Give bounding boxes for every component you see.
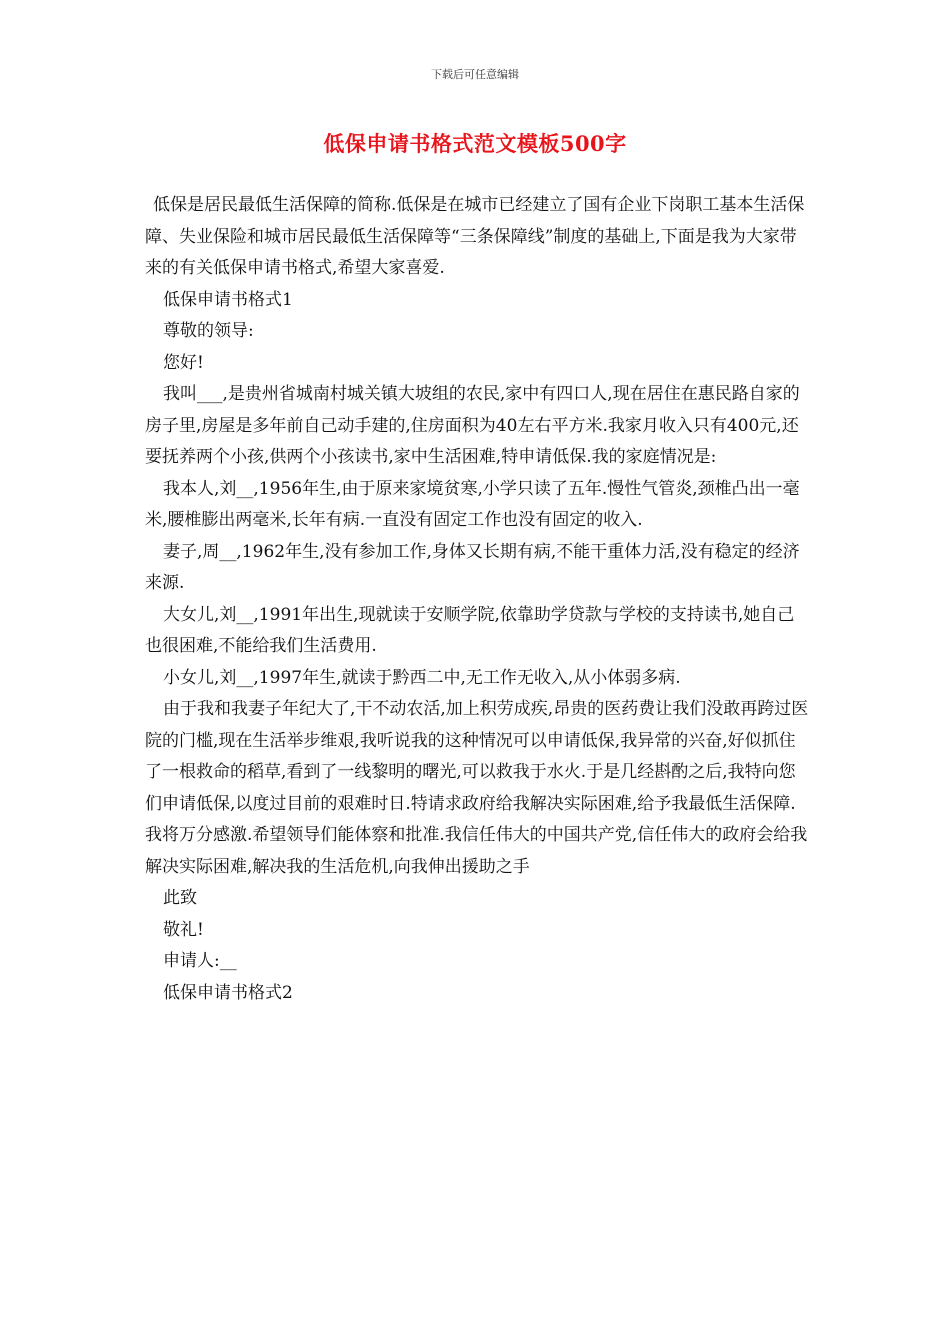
paragraph-younger-daughter: 小女儿,刘__,1997年生,就读于黔西二中,无工作无收入,从小体弱多病. — [163, 667, 681, 688]
intro-paragraph: 低保是居民最低生活保障的简称.低保是在城市已经建立了国有企业下岗职工基本生活保障、失业保险和城市居民最低生活保障等“三条保障线”制度的基础上,下面是我为大家带来的有关低保申请书格式,希望大家喜爱. — [145, 195, 805, 278]
section-heading-2: 低保申请书格式2 — [163, 982, 293, 1003]
closing-jingli: 敬礼! — [163, 919, 204, 940]
header-note: 下载后可任意编辑 — [431, 68, 519, 81]
applicant-signature: 申请人:__ — [163, 951, 237, 971]
document-body — [145, 190, 810, 1009]
paragraph-elder-daughter: 大女儿,刘__,1991年出生,现就读于安顺学院,依靠助学贷款与学校的支持读书,她自己也很困难,不能给我们生活费用. — [145, 604, 795, 656]
paragraph-request: 由于我和我妻子年纪大了,干不动农活,加上积劳成疾,昂贵的医药费让我们没敢再跨过医院的门槛,现在生活举步维艰,我听说我的这种情况可以申请低保,我异常的兴奋,好似抓住了一根救命的稻草,看到了一线黎明的曙光,可以救我于水火.于是几经斟酌之后,我特向您们申请低保,以度过目前的艰难时日.特请求政府给我解决实际困难,给予我最低生活保障.我将万分感激.希望领导们能体察和批准.我信任伟大的中国共产党,信任伟大的政府会给我解决实际困难,解决我的生活危机,向我伸出援助之手 — [145, 699, 809, 877]
section-heading-1: 低保申请书格式1 — [163, 289, 293, 310]
greeting: 您好! — [163, 352, 204, 373]
paragraph-introduction: 我叫___,是贵州省城南村城关镇大坡组的农民,家中有四口人,现在居住在惠民路自家的房子里,房屋是多年前自己动手建的,住房面积为40左右平方米.我家月收入只有400元,还要抚养两个小孩,供两个小孩读书,家中生活困难,特申请低保.我的家庭情况是: — [145, 384, 800, 467]
salutation: 尊敬的领导: — [163, 321, 254, 341]
paragraph-self: 我本人,刘__,1956年生,由于原来家境贫寒,小学只读了五年.慢性气管炎,颈椎凸出一毫米,腰椎膨出两毫米,长年有病.一直没有固定工作也没有固定的收入. — [145, 478, 800, 530]
paragraph-wife: 妻子,周__,1962年生,没有参加工作,身体又长期有病,不能干重体力活,没有稳定的经济来源. — [145, 541, 800, 593]
closing-cizhi: 此致 — [163, 888, 197, 908]
document-title: 低保申请书格式范文模板500字 — [323, 131, 627, 156]
